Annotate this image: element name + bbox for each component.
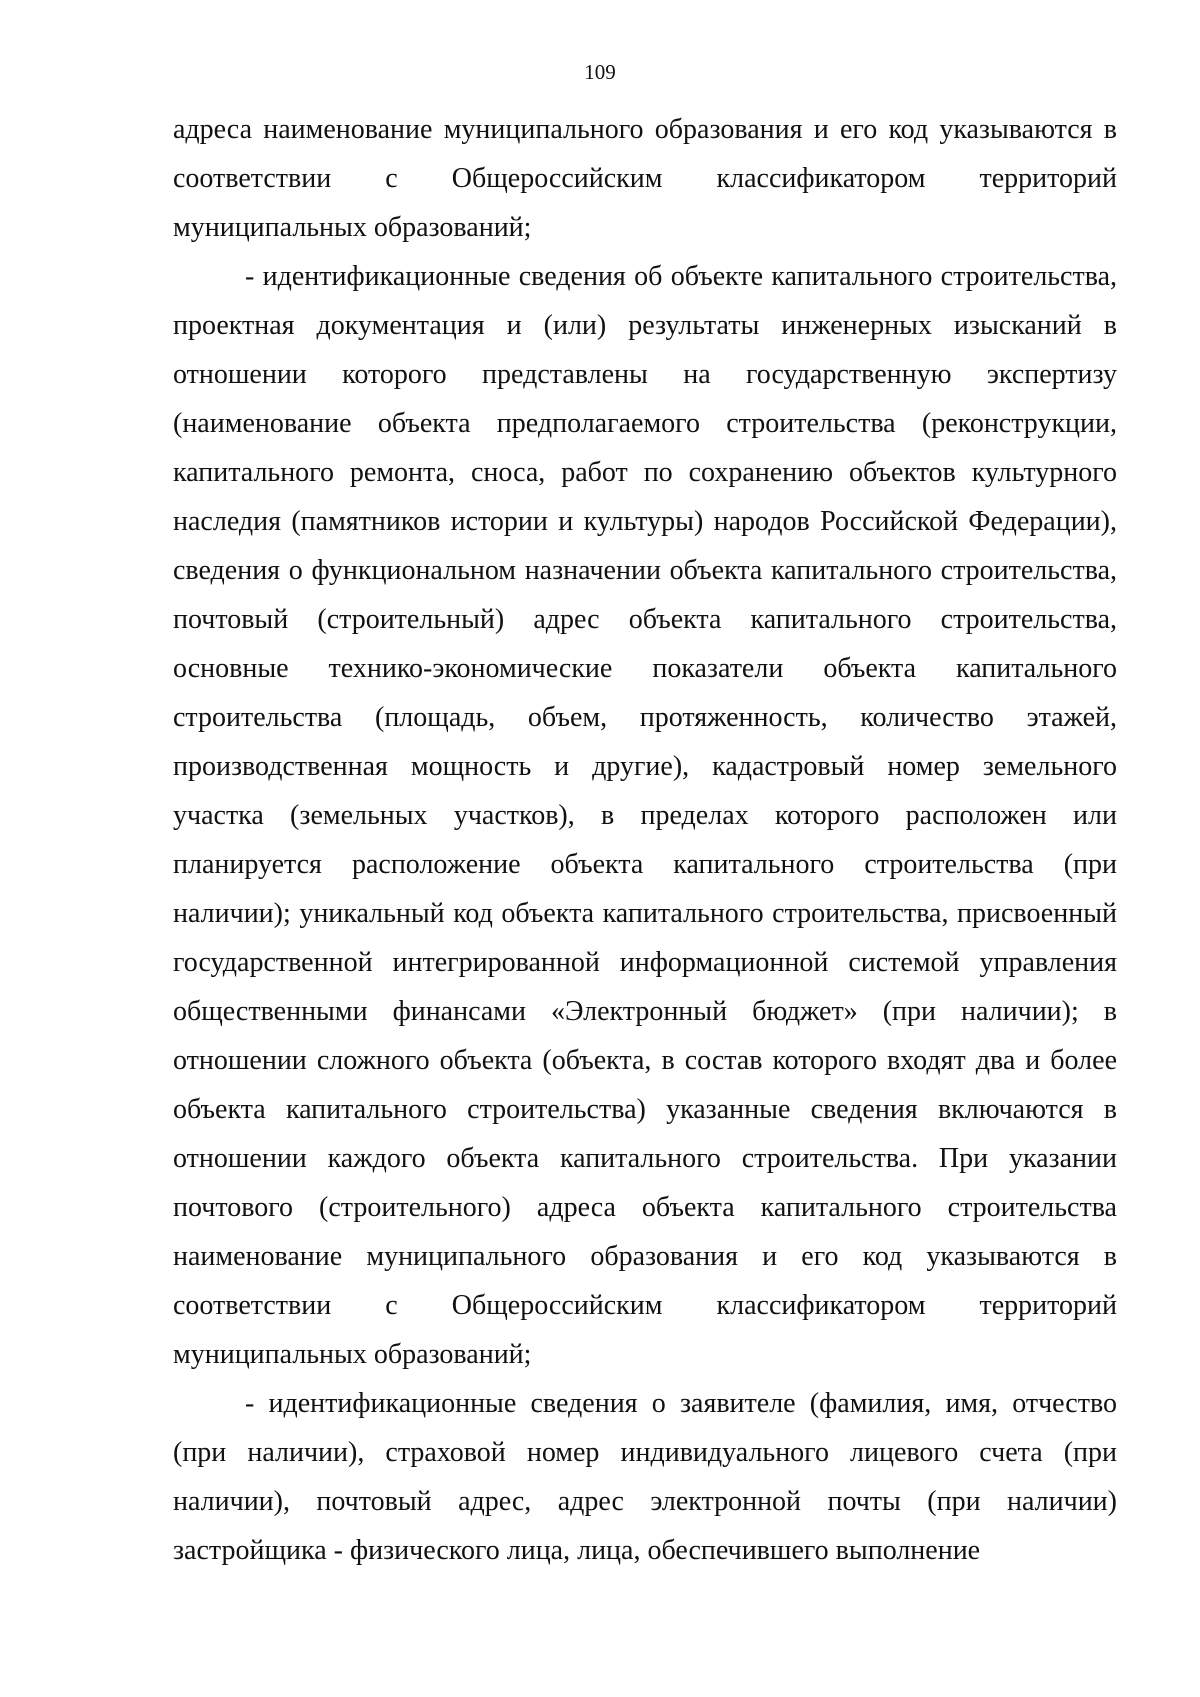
paragraph-object-info: - идентификационные сведения об объекте капитального строительства, проектная документация и (или) результаты инженерных изысканий в отношении которого представлены на государственную экспертизу (наименование объекта предполагаемого строительства (реконструкции, капитального ремонта, сноса, работ по сохранению объектов культурного наследия (памятников истории и культуры) народов Российской Федерации), сведения о функциональном назначении объекта капитального строительства, почтовый (строительный) адрес объекта капитального строительства, основные технико-экономические показатели объекта капитального строительства (площадь, объем, протяженность, количество этажей, производственная мощность и другие), кадастровый номер земельного участка (земельных участков), в пределах которого расположен или планируется расположение объекта капитального строительства (при наличии); уникальный код объекта капитального строительства, присвоенный государственной интегрированной информационной системой управления общественными финансами «Электронный бюджет» (при наличии); в отношении сложного объекта (объекта, в состав которого входят два и более объекта капитального строительства) указанные сведения включаются в отношении каждого объекта капитального строительства. При указании почтового (строительного) адреса объекта капитального строительства наименование муниципального образования и его код указываются в соответствии с Общероссийским классификатором территорий муниципальных образований;	[173, 261, 1117, 1370]
document-body	[173, 105, 1117, 1575]
paragraph-continuation: адреса наименование муниципального образования и его код указываются в соответствии с Общероссийским классификатором территорий муниципальных образований;	[173, 114, 1117, 243]
paragraph-applicant-info: - идентификационные сведения о заявителе (фамилия, имя, отчество (при наличии), страховой номер индивидуального лицевого счета (при наличии), почтовый адрес, адрес электронной почты (при наличии) застройщика - физического лица, лица, обеспечившего выполнение	[173, 1388, 1117, 1566]
page-number: 109	[584, 60, 616, 84]
